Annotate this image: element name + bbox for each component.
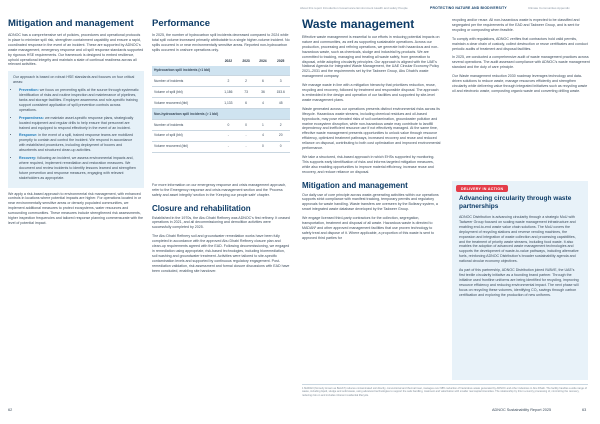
waste-mitigation-p2: We engage licensed third-party contractors for the collection, segregation, transportation, treatment and disposal of all waste. Hazardous waste is directed to MADAN¹ and other approved management facilities that use proven technology to safely treat and dispose of it. Where applicable, a proportion of this waste is sent to approved third parties for [302,216,435,240]
performance-intro: In 2025, the number of hydrocarbon spill incidents decreased compared to 2024 while total spill volume increased primarily attributable to a single higher-volume incident. No spills occurred in or near environmentally sensitive areas. Reported non-hydrocarbon spills occurred in onshore operations only. [152,33,290,52]
table-section: Non-hydrocarbon spill incidents (> 1 bbl) [152,109,290,120]
waste-recycling-text: recycling and/or reuse. All non-hazardous waste is expected to be classified and segregated per the requirements of the EAD and Tadweer Group, and is sent for recycling or composting when feasible. [452,18,580,32]
waste-risks: Waste generated across our operations presents distinct environmental risks across its lifecycle. Hazardous waste streams, including chemical residues and oil-based byproducts, may pose elevated risks of soil contamination, groundwater pollution and marine ecosystem disruption, while non-hazardous waste may contribute to landfill dependency and inefficient resource use if not effectively managed. At the same time, effective waste management presents opportunities to unlock value through resource efficiency, optimized treatment pathways, increased recovery and reuse and reduced reliance on disposal, contributing to both cost optimization and improved environmental performance. [302,106,441,151]
approach-item-prevention: • Prevention: we focus on preventing spills at the source through systematic identification of risks and routine inspection and maintenance of pipelines, tanks and storage facilities. Employee awareness and role-specific training support consistent application of spill prevention controls across operations. [19,88,139,113]
spill-table [152,57,290,153]
table-row: Volume of spill (bbl) - - 4 20 [152,130,290,141]
section-nav [0,4,600,14]
report-name: ADNOC Sustainability Report 2025 [492,408,552,412]
delivery-in-action-box [452,181,588,380]
delivery-p1: ADNOC Distribution is advancing circularity through a strategic MoU with Tadweer Group focused on scaling waste management infrastructure and enabling end-to-end waste value chain solutions. The MoU covers the deployment of recycling stations and reverse vending machines, the expansion and integration of waste collection and processing capabilities, and the treatment of priority waste streams, including food waste. It also enables the adoption of advanced waste management technologies and supports the development of waste-to-value pathways, including alternative fuels, reinforcing ADNOC Distribution’s broader sustainability agenda and national circular economy objectives. [459,215,579,264]
performance-heading: Performance [152,18,211,29]
delivery-p2: As part of this partnership, ADNOC Distribution joined IWAVE, the UAE’s first textile circularity initiative as a founding brand partner. Through the initiative used frontline uniforms are being identified for recycling, improving resource efficiency and reducing environmental impact. The next phase will focus on recycling these volumes, identifying CO₂ savings through carbon certification and exploring the production of new uniforms. [459,268,579,297]
mitigation-intro: ADNOC has a comprehensive set of policies, procedures and operational protocols in place to minimize spill risk, strengthen containment capability and ensure a rapid, coordinated response in the event of an incident. These are supported by ADNOC’s waste management, emergency response and oil spill response standards supported by rigorous HSE requirements. Our framework is designed to embed resilience, uphold operational integrity and maintain a state of continual readiness across all relevant activities. [8,33,144,67]
nav-right[interactable]: Climate Communities Appendix [528,6,570,10]
year-header: 2022 [224,58,233,63]
column-waste [302,18,442,245]
column-mitigation [8,18,144,230]
column-performance [152,18,290,277]
approach-list [13,88,139,180]
closure-details: The Abu Dhabi Refinery soil and groundwater remediation works have been fully completed in accordance with the approved Abu Dhabi Refinery closure plan and clean-up requirements agreed with the EAD. Following decommissioning, we engaged in remediation using appropriate, risk-based technologies, including bioremediation, soil washing and groundwater treatment. Activities were tailored to site-specific contamination levels and supported by continuous regulatory engagement. Post-remediation validation, risk assessment and formal closure discussions with EAD have been concluded, enabling site handover. [152,234,290,273]
waste-audit-text: In 2025, we conducted a comprehensive audit of waste management practices across several operations. The audit assessed compliance with ADNOC’s waste management standard and the duty of care principle. [452,55,590,70]
year-header: 2024 [259,58,267,63]
waste-hierarchy: We manage waste in line with a mitigation hierarchy that prioritizes reduction, reuse, recycling and recovery, followed by treatment and responsible disposal. The approach is embedded in the design and operation of our facilities and supported by site-level waste management plans. [302,83,439,102]
closure-heading: Closure and rehabilitation [152,203,251,213]
mitigation-heading: Mitigation and management [8,18,134,29]
waste-risk-approach: We take a structured, risk-based approach in which EHSs supported by monitoring. This supports early identification of risks and informs targeted mitigation measures, while also enabling opportunities to improve material efficiency, increase reuse and recovery, and reduce reliance on disposal. [302,154,435,174]
table-row: Number of incidents 2 2 6 3 [152,76,290,87]
waste-mitigation-heading: Mitigation and management [302,180,408,190]
table-row: Number of incidents 0 0 1 2 [152,120,290,131]
waste-mitigation-p1: Our daily use of core principle across waste-generating activities within our operations supports strict compliance with manifest tracking, temporary permits and regulatory approvals for waste handling. Waste transfers are overseen by the Bolleary system, a smart integrated waste database developed by the Tadweer Group. [302,192,439,212]
spill-table-header [152,57,290,66]
risk-approach-text: We apply a risk-based approach to environmental risk management, with enhanced controls in locations where potential impacts are higher. For operations located in or near environmentally sensitive areas or densely populated communities, we implement additional measures to protect ecosystems, water resources and surrounding communities. These measures include strengthened risk assessments, higher inspection frequencies and tailored response planning commensurate with the level of potential impact. [8,191,144,225]
delivery-title: Advancing circularity through waste partnerships [459,195,572,210]
delivery-body [459,215,581,302]
performance-note: For more information on our emergency response and crisis management approach, refer to the Emergency response and crisis management section and the ‘Process safety and asset integrity’ section in the ‘Keeping our people safe’ chapter. [152,182,287,197]
column-waste-continued [452,18,590,98]
waste-compliance-text: To comply with regulations, ADNOC verifies that contractors hold valid permits, maintain a clear chain of custody, collect destruction or reuse certificates and conduct periodic audits of treatment and disposal facilities. [452,36,588,51]
approach-callout-text: Our approach is based on robust HSE standards and focuses on four critical areas: [13,75,135,85]
table-row: Volume recovered (bbl) 1,133 6 4 45 [152,98,290,109]
table-section: Hydrocarbon spill incidents (>1 bbl) [152,66,290,76]
delivery-badge: DELIVERY IN ACTION [456,185,508,192]
approach-callout [8,71,144,187]
approach-item-recovery: • Recovery: following an incident, we assess environmental impacts and, where required, implement remediation and restoration measures. We document and review incidents to identify lessons learned and strengthen future prevention and response measures, engaging with relevant stakeholders as appropriate. [19,156,139,181]
page-number-right: 63 [582,408,587,412]
footnote: 1 MADAN (formerly known as BeAAT) reduces contaminated soil directly, conventional and thermal treat, manages over 98% reduction of hazardous waste generated by ADNOC and other industries in Abu Dhabi. The facility handles a wide range of waste, including liquid, sludge and solid waste, using advanced technologies to support the safe handling, treatment and valorization with smaller real capital intensities. The relationship by this in-country processing of, minimizing the recovery, reducing risk on and includes inherent residential lifecycle. [302,384,588,397]
closure-intro: Established in the 1970s, the Abu Dhabi Refinery was ADNOC’s first refinery. It ceased operations in 2021, and all decommissioning and demolition activities were successfully completed by 2025. [152,215,290,230]
nav-left[interactable]: About this report Introduction Governance Environment Health and safety People [300,6,408,10]
approach-item-response: • Response: in the event of a spill, trained response teams are mobilized promptly to contain and control the incident. We respond in accordance with established procedures, including deployment of booms and absorbents and structured clean-up activities. [19,133,139,153]
approach-item-preparedness: • Preparedness: we maintain asset-specific response plans, strategically located equipment and regular drills to help ensure that personnel are trained and equipped to respond effectively in the event of an incident. [19,116,139,131]
page-number-left: 62 [8,408,13,412]
year-header: 2023 [242,58,250,63]
year-header: 2025 [277,58,285,63]
table-row: Volume recovered (bbl) - - 0 0 [152,141,290,152]
waste-heading: Waste management [302,17,415,31]
table-row: Volume of spill (bbl) 1,186 73 36 153.6 [152,87,290,98]
waste-intro: Effective waste management is essential to our efforts in reducing potential impacts on nature and communities, as well as supporting sustainable operations. Across our production, processing and refining operations, we generate both hazardous and non-hazardous waste, such as chemicals, sludge and industrial by-products. We are committed to tracking, managing and treating all waste safely, from generation to disposal, while adopting circularity principles. Our approach is aligned with the UAE’s National Agenda for Integrated Waste Management, the UAE Circular Economy Policy 2021–2031 and the requirements set by the Tadweer Group, Abu Dhabi’s waste management company. [302,35,440,79]
waste-roadmap-text: Our Waste management reduction 2030 roadmap leverages technology and data-driven solutions to reduce waste, manage resources efficiently and strengthen circularity while delivering value through integrated initiatives such as recycling waste oil and electronic waste, composting organic waste and converting drilling waste. [452,74,588,93]
nav-current-section[interactable]: PROTECTING NATURE AND BIODIVERSITY [430,6,507,10]
